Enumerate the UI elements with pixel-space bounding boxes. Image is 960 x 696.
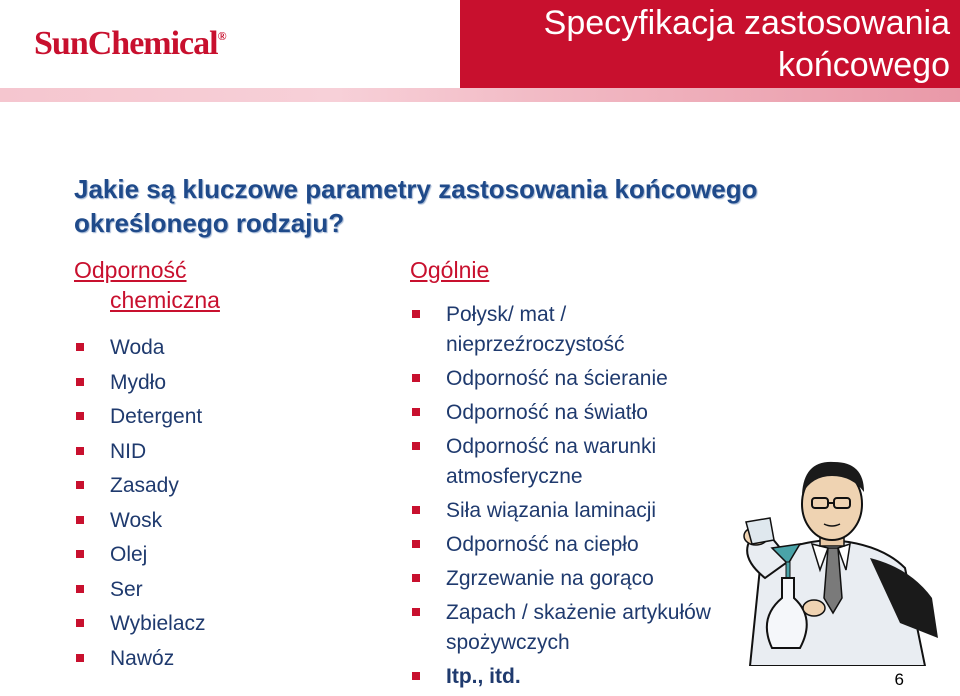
list-item: Zasady xyxy=(74,471,206,506)
title-banner xyxy=(460,0,960,88)
right-column-title: Ogólnie xyxy=(410,257,490,283)
list-item: Wosk xyxy=(74,506,206,541)
chemical-resistance-list xyxy=(74,333,206,678)
list-item: Odporność na warunki atmosferyczne xyxy=(410,432,716,492)
slide-title: Specyfikacja zastosowania końcowego xyxy=(543,4,950,84)
list-item: Mydło xyxy=(74,368,206,403)
list-item: Olej xyxy=(74,540,206,575)
list-item: Detergent xyxy=(74,402,206,437)
list-item: Odporność na ciepło xyxy=(410,530,810,560)
list-item: Odporność na światło xyxy=(410,398,810,428)
list-item: NID xyxy=(74,437,206,472)
list-item: Siła wiązania laminacji xyxy=(410,496,810,526)
left-column-title: Odporność chemiczna xyxy=(74,257,220,313)
list-item: Zapach / skażenie artykułów spożywczych xyxy=(410,598,776,658)
sunchemical-logo: SunChemical® xyxy=(34,25,226,62)
list-item: Zgrzewanie na gorąco xyxy=(410,564,810,594)
list-item: Nawóz xyxy=(74,644,206,679)
slide-header xyxy=(0,0,960,88)
list-item: Połysk/ mat / nieprzeźroczystość xyxy=(410,300,686,360)
slide-question: Jakie są kluczowe parametry zastosowania końcowego określonego rodzaju? xyxy=(74,174,758,238)
page-number: 6 xyxy=(894,670,904,689)
header-stripe xyxy=(0,88,960,102)
list-item: Woda xyxy=(74,333,206,368)
list-item: Itp., itd. xyxy=(410,662,810,692)
list-item: Ser xyxy=(74,575,206,610)
list-item: Wybielacz xyxy=(74,609,206,644)
scientist-clipart-icon xyxy=(720,448,940,666)
list-item: Odporność na ścieranie xyxy=(410,364,810,394)
